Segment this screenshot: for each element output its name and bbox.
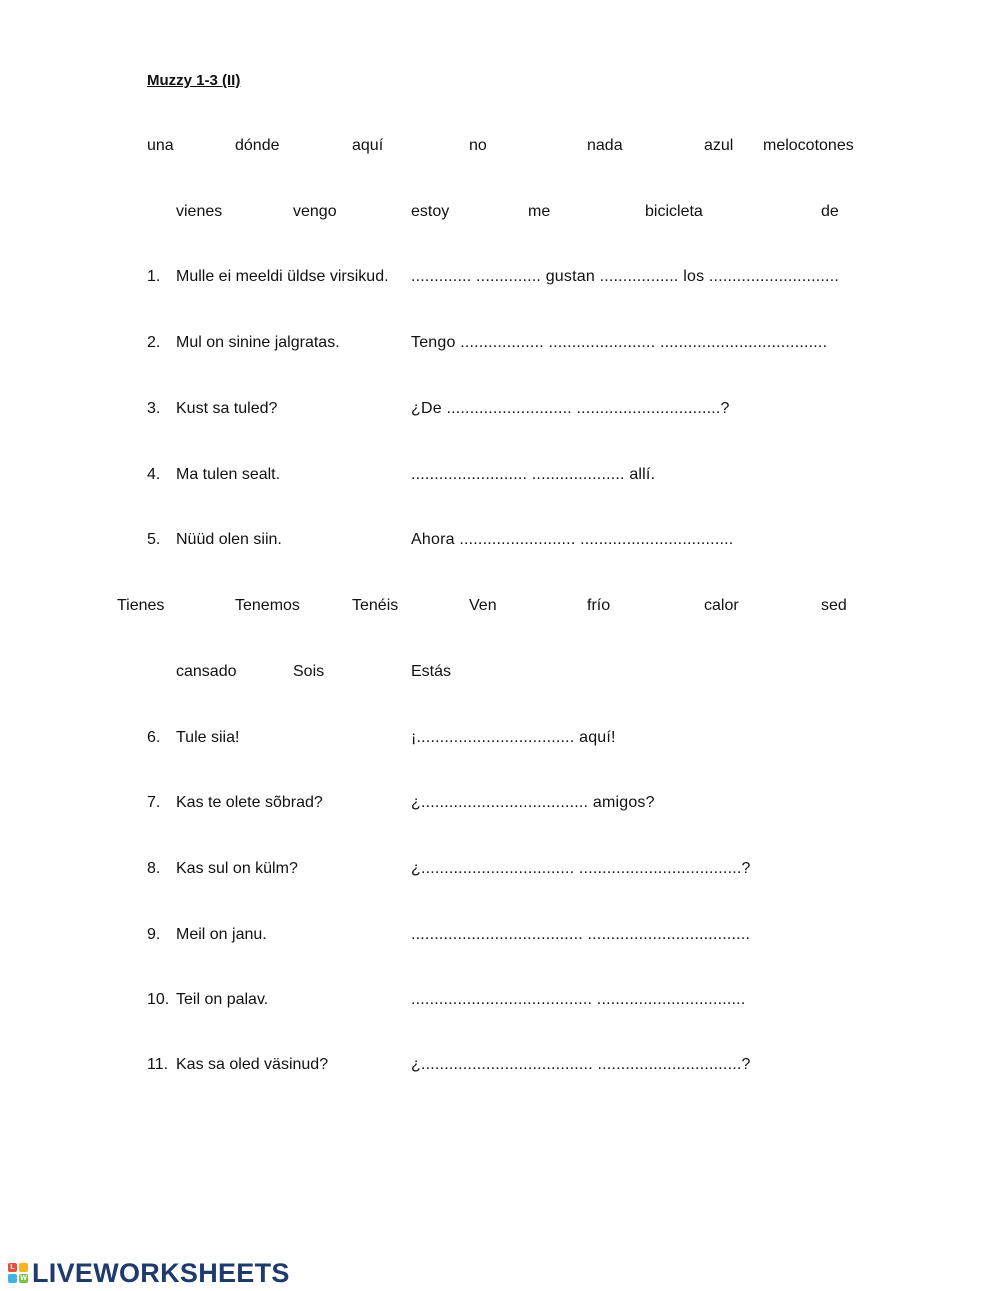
- word-bank-item: vengo: [293, 203, 337, 220]
- worksheet-title: Muzzy 1-3 (II): [147, 72, 241, 89]
- exercise-prompt: Kas sul on külm?: [176, 860, 298, 877]
- word-bank-item: sed: [821, 597, 847, 614]
- exercise-answer-blank[interactable]: ............. .............. gustan ................. los ............................: [411, 268, 839, 285]
- exercise-prompt: Ma tulen sealt.: [176, 466, 281, 483]
- exercise-number: 6.: [147, 729, 161, 746]
- exercise-number: 4.: [147, 466, 161, 483]
- logo-mark-letter: W: [20, 1275, 27, 1282]
- word-bank-item: Ven: [469, 597, 497, 614]
- logo-mark-square: [19, 1263, 28, 1272]
- word-bank-item: no: [469, 137, 487, 154]
- word-bank-item: Tienes: [117, 597, 165, 614]
- exercise-prompt: Kas sa oled väsinud?: [176, 1056, 329, 1073]
- exercise-answer-blank[interactable]: ¿..................................... ...............................?: [411, 1056, 751, 1073]
- exercise-prompt: Kust sa tuled?: [176, 400, 278, 417]
- word-bank-item: calor: [704, 597, 739, 614]
- exercise-number: 3.: [147, 400, 161, 417]
- word-bank-item: estoy: [411, 203, 450, 220]
- exercise-answer-blank[interactable]: ¿................................. ...................................?: [411, 860, 751, 877]
- exercise-answer-blank[interactable]: ¡.................................. aquí!: [411, 729, 616, 746]
- exercise-answer-blank[interactable]: Tengo .................. ....................... ....................................: [411, 334, 828, 351]
- word-bank-item: azul: [704, 137, 734, 154]
- exercise-answer-blank[interactable]: ......................... .................... allí.: [411, 466, 656, 483]
- word-bank-item: Estás: [411, 663, 452, 680]
- exercise-number: 9.: [147, 926, 161, 943]
- word-bank-item: me: [528, 203, 551, 220]
- word-bank-item: Tenemos: [235, 597, 300, 614]
- word-bank-item: dónde: [235, 137, 280, 154]
- word-bank-item: bicicleta: [645, 203, 703, 220]
- logo-mark-square: [8, 1274, 17, 1283]
- exercise-prompt: Meil on janu.: [176, 926, 267, 943]
- word-bank-item: aquí: [352, 137, 384, 154]
- exercise-answer-blank[interactable]: Ahora ......................... .................................: [411, 531, 734, 548]
- exercise-number: 1.: [147, 268, 161, 285]
- word-bank-item: Sois: [293, 663, 325, 680]
- word-bank-item: de: [821, 203, 839, 220]
- logo-mark-icon: [8, 1261, 30, 1285]
- exercise-prompt: Nüüd olen siin.: [176, 531, 282, 548]
- exercise-number: 8.: [147, 860, 161, 877]
- exercise-answer-blank[interactable]: ¿.................................... amigos?: [411, 794, 655, 811]
- exercise-number: 2.: [147, 334, 161, 351]
- logo-mark-letter: L: [8, 1263, 17, 1272]
- exercise-prompt: Teil on palav.: [176, 991, 269, 1008]
- exercise-number: 10.: [147, 991, 170, 1008]
- exercise-prompt: Tule siia!: [176, 729, 240, 746]
- word-bank-item: melocotones: [763, 137, 854, 154]
- word-bank-item: Tenéis: [352, 597, 399, 614]
- exercise-number: 5.: [147, 531, 161, 548]
- word-bank-item: vienes: [176, 203, 223, 220]
- liveworksheets-logo[interactable]: [8, 1258, 290, 1288]
- exercise-number: 11.: [147, 1056, 169, 1073]
- exercise-answer-blank[interactable]: ¿De ........................... ...............................?: [411, 400, 730, 417]
- word-bank-item: frío: [587, 597, 611, 614]
- word-bank-item: cansado: [176, 663, 237, 680]
- exercise-prompt: Mulle ei meeldi üldse virsikud.: [176, 268, 389, 285]
- exercise-number: 7.: [147, 794, 161, 811]
- exercise-prompt: Mul on sinine jalgratas.: [176, 334, 340, 351]
- logo-text: LIVEWORKSHEETS: [32, 1257, 290, 1288]
- word-bank-item: nada: [587, 137, 623, 154]
- exercise-prompt: Kas te olete sõbrad?: [176, 794, 323, 811]
- exercise-answer-blank[interactable]: ..................................... ...................................: [411, 926, 751, 943]
- exercise-answer-blank[interactable]: ....................................... ................................: [411, 991, 746, 1008]
- word-bank-item: una: [147, 137, 174, 154]
